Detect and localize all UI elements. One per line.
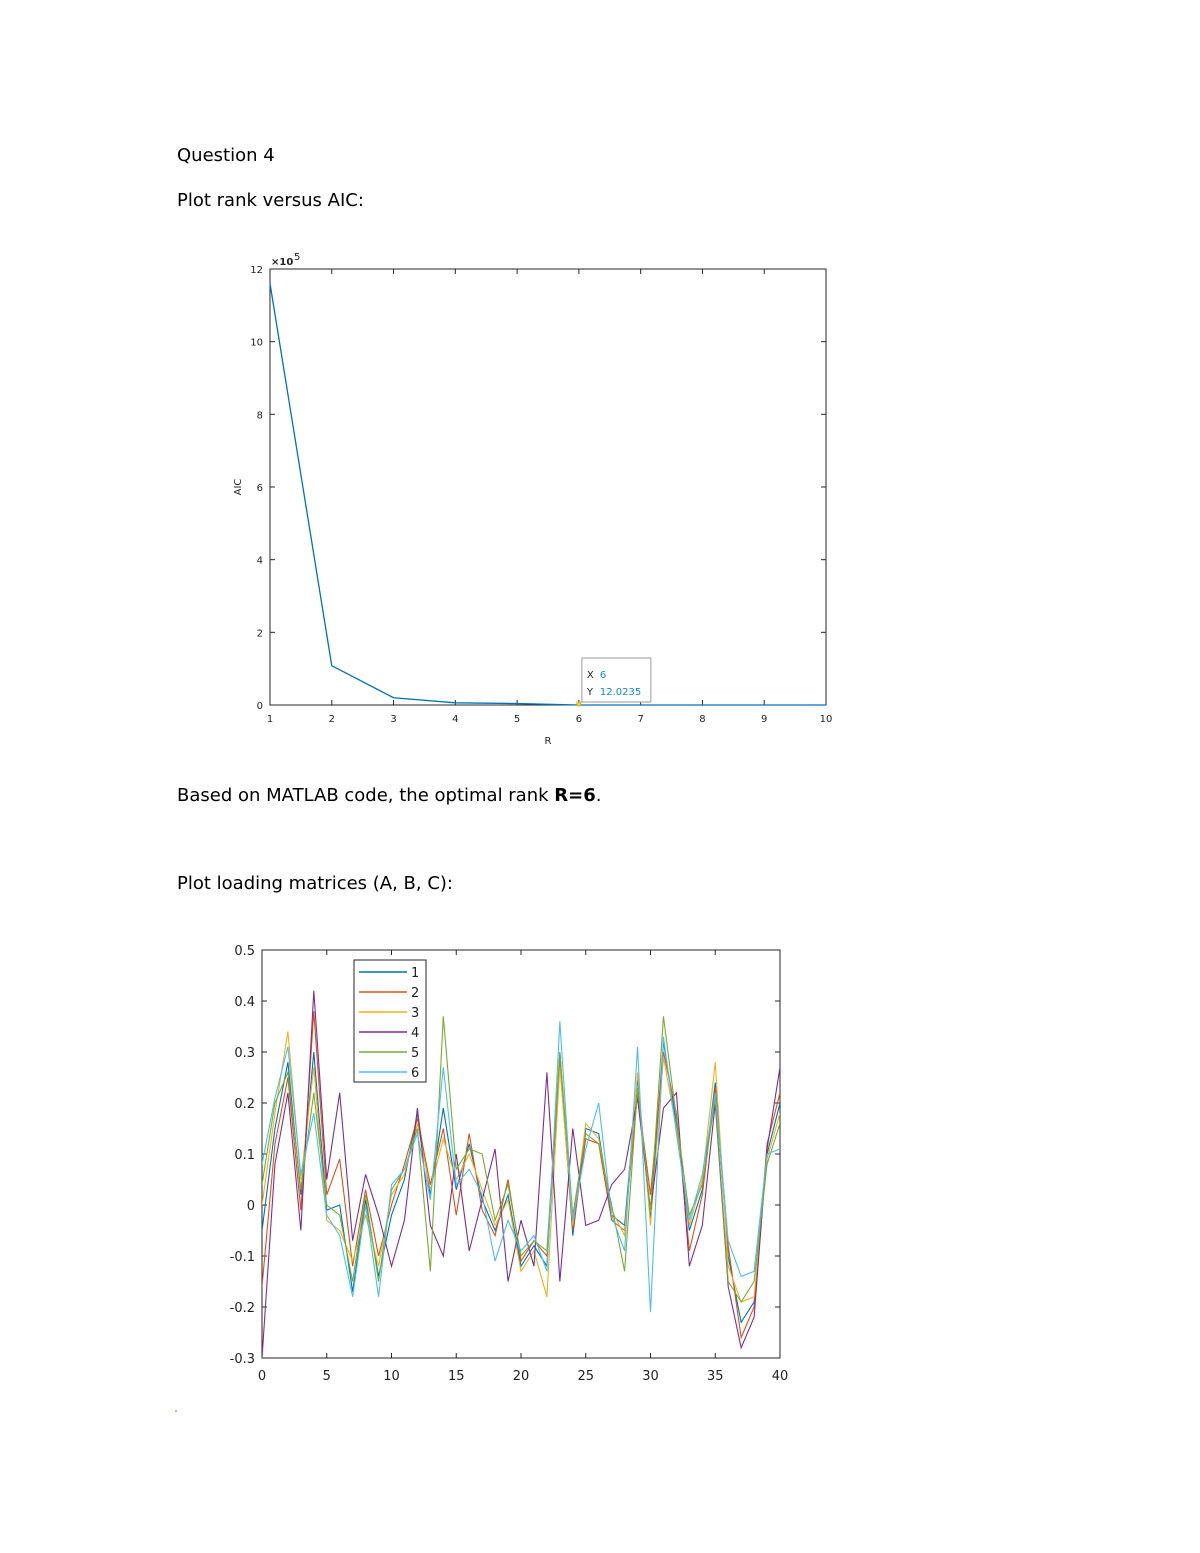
datatip-y-value: 12.0235	[599, 687, 642, 698]
y-tick-label: 10	[250, 337, 263, 349]
legend-label-5: 5	[411, 1046, 420, 1061]
y-tick-label: 0.1	[234, 1148, 255, 1163]
y-tick-label: 12	[250, 265, 263, 276]
x-tick-label: 35	[706, 1369, 724, 1384]
y-tick-label: 4	[256, 555, 263, 567]
legend-label-1: 1	[411, 966, 420, 981]
y-axis-label: AIC	[233, 478, 244, 496]
datatip-y-label: Y	[586, 687, 593, 698]
x-tick-label: 9	[761, 714, 768, 725]
legend-label-2: 2	[411, 986, 420, 1001]
y-tick-label: 8	[256, 410, 263, 422]
y-tick-label: -0.1	[229, 1250, 255, 1265]
x-tick-label: 40	[771, 1369, 789, 1384]
stray-mark	[175, 1410, 177, 1412]
question-title: Question 4	[177, 145, 275, 166]
legend-label-4: 4	[411, 1026, 420, 1041]
x-tick-label: 6	[575, 714, 583, 725]
conclusion-prefix: Based on MATLAB code, the optimal rank	[177, 785, 555, 806]
x-tick-label: 5	[513, 714, 521, 725]
optimal-rank-value: R=6	[554, 785, 596, 806]
x-tick-label: 2	[328, 714, 335, 725]
x-tick-label: 25	[577, 1369, 595, 1384]
y-tick-label: 0	[256, 701, 263, 712]
y-exponent-label: ×10	[271, 257, 294, 268]
x-tick-label: 15	[447, 1369, 465, 1384]
x-tick-label: 4	[452, 714, 459, 725]
y-tick-label: 0.4	[234, 995, 255, 1010]
plot1-caption: Plot rank versus AIC:	[177, 190, 364, 211]
conclusion-suffix: .	[595, 785, 602, 806]
legend-label-3: 3	[411, 1006, 420, 1021]
y-tick-label: 2	[256, 628, 263, 640]
y-tick-label: -0.2	[229, 1301, 255, 1316]
x-tick-label: 20	[512, 1369, 530, 1384]
x-tick-label: 5	[322, 1369, 331, 1384]
x-tick-label: 1	[266, 714, 274, 725]
y-tick-label: 6	[256, 483, 263, 494]
datatip-x-value: 6	[599, 670, 607, 681]
x-tick-label: 10	[383, 1369, 400, 1384]
x-tick-label: 8	[699, 714, 706, 725]
x-tick-label: 0	[257, 1369, 267, 1384]
x-tick-label: 10	[819, 714, 833, 725]
y-tick-label: -0.3	[229, 1352, 255, 1367]
x-tick-label: 30	[642, 1369, 659, 1384]
y-exponent-power: 5	[294, 252, 301, 263]
y-tick-label: 0.2	[234, 1097, 255, 1112]
y-tick-label: 0.5	[234, 944, 255, 959]
x-tick-label: 7	[637, 714, 644, 725]
datatip-x-label: X	[586, 670, 594, 681]
x-axis-label: R	[544, 736, 552, 747]
y-tick-label: 0.3	[234, 1046, 255, 1061]
plot-area	[262, 950, 780, 1358]
legend-label-6: 6	[411, 1066, 420, 1081]
x-tick-label: 3	[390, 714, 397, 725]
y-tick-label: 0	[246, 1199, 255, 1214]
plot2-caption: Plot loading matrices (A, B, C):	[177, 873, 453, 894]
